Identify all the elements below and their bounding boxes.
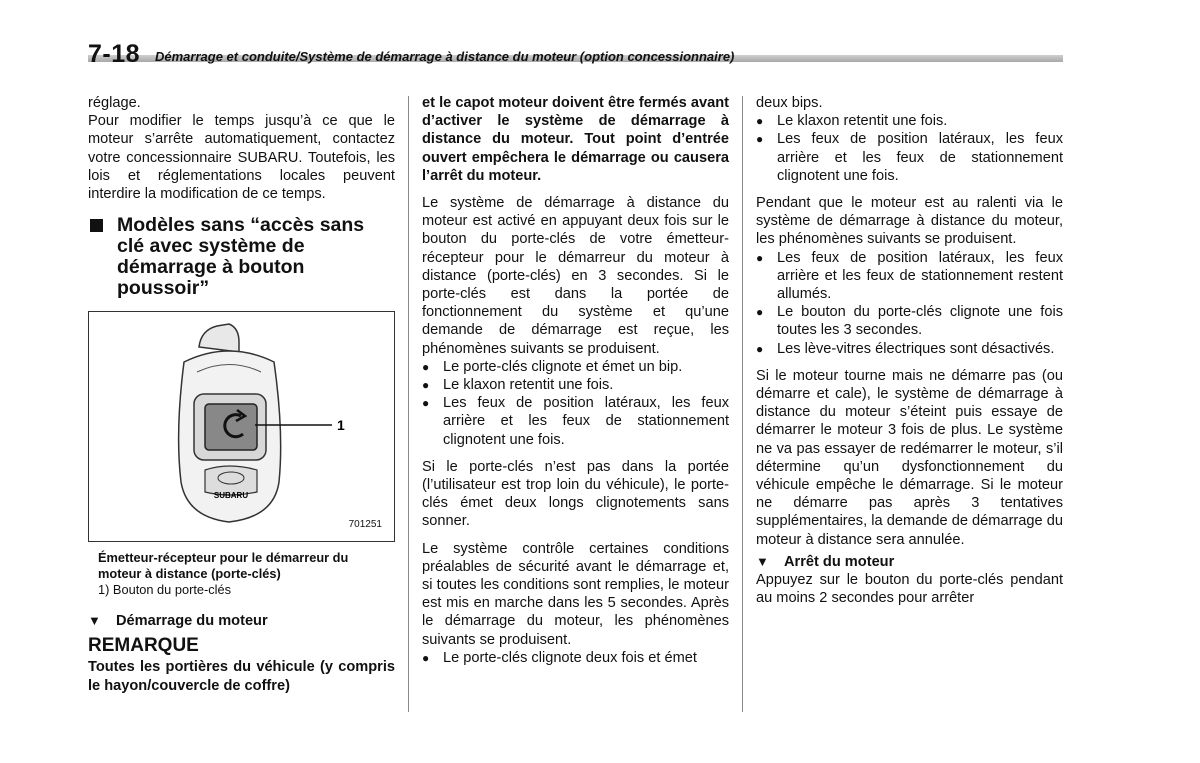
bullet-dot-icon: ● (422, 359, 430, 374)
section-heading-text: Modèles sans “accès sans clé avec système de démarrage à bouton poussoir” (117, 214, 365, 300)
bullet-dot-icon: ● (422, 650, 430, 665)
bullet-item: ● Les lève-vitres électriques sont désactivés. (756, 340, 1055, 357)
subheading-text: Arrêt du moteur (784, 553, 895, 570)
bullet-dot-icon: ● (422, 396, 430, 411)
key-fob-illustration (89, 312, 394, 541)
remarque-text: Toutes les portières du véhicule (y compris le hayon/couvercle de coffre) (88, 659, 395, 694)
paragraph: Le système de démarrage à distance du moteur est activé en appuyant deux fois sur le bouton du porte-clés de votre émetteur-récepteur pour le démarreur du moteur à distance (porte-clés) en 3 secondes. Si le porte-clés est dans la portée de fonctionnement du système et qu’une demande de démarrage est reçue, les phénomènes suivants se produisent. (422, 195, 729, 357)
paragraph: Si le porte-clés n’est pas dans la portée (l’utilisateur est trop loin du véhicule), le porte-clés émet deux longs clignotements sans sonner. (422, 458, 729, 530)
bullet-dot-icon: ● (756, 341, 764, 356)
bullet-dot-icon: ● (756, 114, 764, 129)
figure-caption: Émetteur-récepteur pour le démarreur du moteur à distance (porte-clés) (98, 550, 349, 582)
column-divider (408, 96, 409, 712)
bullet-item: ● Le porte-clés clignote deux fois et émet (422, 649, 697, 666)
paragraph: Le système contrôle certaines conditions préalables de sécurité avant le démarrage et, si toutes les conditions sont remplies, le moteur est mis en marche dans les 5 secondes. Après le démarrage du moteur, les phénomènes suivants se produisent. (422, 540, 729, 648)
column-3 (756, 94, 1063, 607)
figure-callout: 1 (337, 417, 345, 434)
paragraph: Pour modifier le temps jusqu’à ce que le moteur s’arrête automatiquement, contactez votre concessionnaire SUBARU. Toutefois, les lois et réglementations locales peuvent interdire la modification de ce temps. (88, 113, 395, 203)
remarque-title: REMARQUE (88, 635, 199, 657)
header-title: Démarrage et conduite/Système de démarrage à distance du moteur (option concessionnaire) (155, 49, 735, 64)
subheading-text: Démarrage du moteur (116, 613, 268, 630)
figure-code: 701251 (348, 519, 382, 531)
bullet-item: ● Le klaxon retentit une fois. (422, 377, 614, 394)
paragraph: deux bips. (756, 95, 823, 111)
section-heading (88, 215, 395, 299)
column-1 (88, 94, 395, 695)
paragraph: Si le moteur tourne mais ne démarre pas (ou démarre et cale), le système de démarrage à distance du moteur s’éteint puis essaye de démarrer le moteur 3 fois de plus. Le système ne va pas essayer de redémarrer le moteur, s’il détermine qu’un dysfonctionnement du véhicule empêche le démarrage. Si le moteur ne démarre pas après 3 tentatives supplémentaires, la demande de démarrage du moteur à distance sera annulée. (756, 367, 1063, 548)
page-number: 7-18 (88, 40, 141, 68)
bullet-item: ● Les feux de position latéraux, les feux arrière et les feux de stationnement clignotent une fois. (756, 131, 1063, 184)
key-fob-figure (88, 311, 395, 542)
paragraph: Pendant que le moteur est au ralenti via le système de démarrage à distance du moteur, les phénomènes suivants se produisent. (756, 195, 1063, 248)
subheading (88, 612, 395, 630)
bullet-item: ● Le klaxon retentit une fois. (756, 113, 948, 130)
column-2 (422, 94, 729, 667)
figure-legend-item: 1) Bouton du porte-clés (98, 582, 232, 598)
paragraph: Appuyez sur le bouton du porte-clés pendant au moins 2 secondes pour arrêter (756, 572, 1063, 607)
bullet-dot-icon: ● (756, 250, 764, 265)
bullet-item: ● Le porte-clés clignote et émet un bip. (422, 358, 683, 375)
triangle-bullet-icon: ▼ (756, 553, 769, 569)
bullet-dot-icon: ● (756, 132, 764, 147)
bold-paragraph: et le capot moteur doivent être fermés avant d’activer le système de démarrage à distance du moteur. Tout point d’entrée ouvert empêchera le démarrage ou causera l’arrêt du moteur. (422, 95, 729, 184)
bullet-dot-icon: ● (422, 378, 430, 393)
bullet-item: ● Les feux de position latéraux, les feux arrière et les feux de stationnement clignotent une fois. (422, 395, 729, 448)
square-bullet-icon (90, 219, 103, 232)
column-divider (742, 96, 743, 712)
bullet-dot-icon: ● (756, 305, 764, 320)
subheading (756, 553, 1063, 571)
triangle-bullet-icon: ▼ (88, 613, 101, 629)
paragraph: réglage. (88, 95, 141, 111)
bullet-item: ● Les feux de position latéraux, les feux arrière et les feux de stationnement restent allumés. (756, 249, 1063, 303)
brand-logo-text: SUBARU (213, 491, 249, 501)
bullet-item: ● Le bouton du porte-clés clignote une fois toutes les 3 secondes. (756, 304, 1063, 339)
